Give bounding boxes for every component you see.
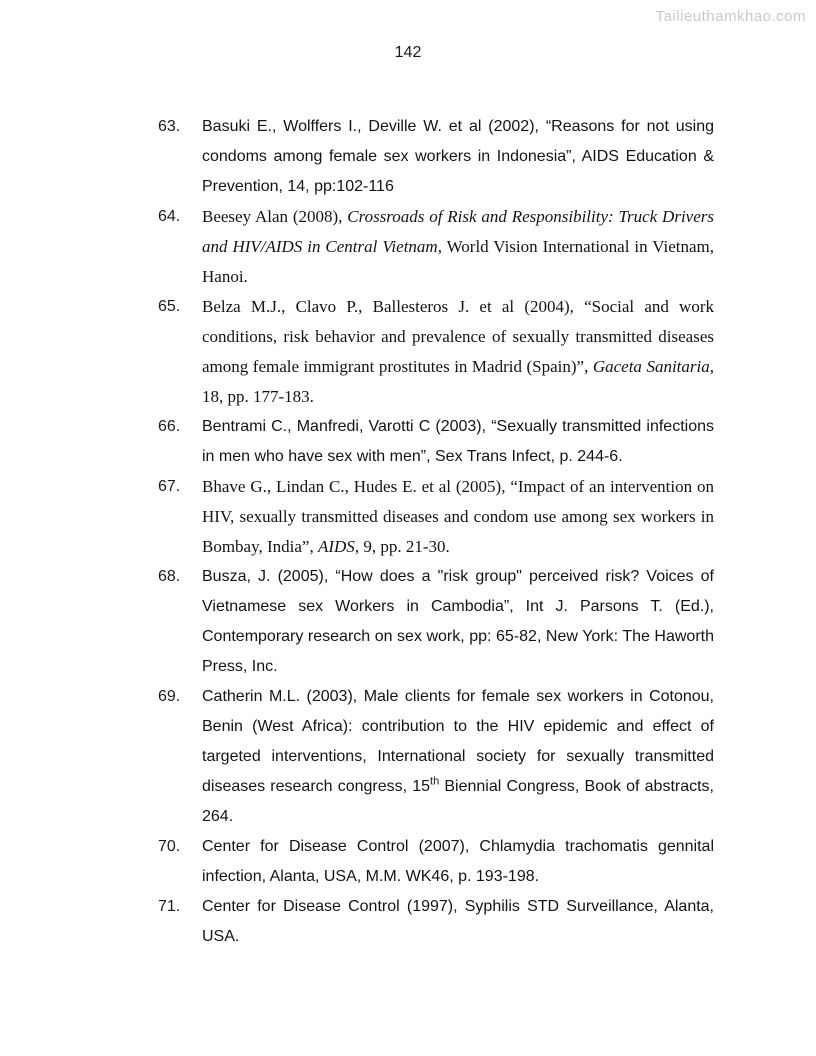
reference-item — [158, 682, 714, 832]
reference-number: 70. — [158, 838, 181, 855]
reference-number: 65. — [158, 298, 181, 315]
reference-item — [158, 562, 714, 682]
reference-text: Bentrami C., Manfredi, Varotti C (2003), “Sexually transmitted infections in men who have sex with men”, Sex Trans Infect, p. 244-6. — [202, 418, 714, 465]
reference-item — [158, 292, 714, 412]
reference-number: 67. — [158, 478, 181, 495]
page-number: 142 — [394, 44, 422, 61]
watermark: Tailieuthamkhao.com — [655, 8, 806, 25]
reference-number: 68. — [158, 568, 181, 585]
reference-text: Center for Disease Control (2007), Chlamydia trachomatis gennital infection, Alanta, USA, M.M. WK46, p. 193-198. — [202, 838, 714, 885]
reference-item — [158, 112, 714, 202]
reference-text: Belza M.J., Clavo P., Ballesteros J. et al (2004), “Social and work conditions, risk behavior and prevalence of sexually transmitted diseases among female immigrant prostitutes in Madrid (Spain)”, Gaceta Sanitaria, 18, pp. 177-183. — [202, 297, 714, 406]
reference-item — [158, 892, 714, 952]
reference-item — [158, 832, 714, 892]
reference-text: Beesey Alan (2008), Crossroads of Risk and Responsibility: Truck Drivers and HIV/AIDS in Central Vietnam, World Vision International in Vietnam, Hanoi. — [202, 207, 714, 286]
reference-number: 63. — [158, 118, 181, 135]
reference-text: Catherin M.L. (2003), Male clients for female sex workers in Cotonou, Benin (West Africa): contribution to the HIV epidemic and effect of targeted interventions, International society for sexually transmitted diseases research congress, 15th Biennial Congress, Book of abstracts, 264. — [202, 688, 715, 825]
reference-number: 66. — [158, 418, 181, 435]
reference-item — [158, 412, 714, 472]
reference-item — [158, 472, 714, 562]
reference-text: Busza, J. (2005), “How does a "risk group" perceived risk? Voices of Vietnamese sex Workers in Cambodia”, Int J. Parsons T. (Ed.), Contemporary research on sex work, pp: 65-82, New York: The Haworth Press, Inc. — [202, 568, 714, 675]
reference-number: 64. — [158, 208, 181, 225]
reference-text: Bhave G., Lindan C., Hudes E. et al (2005), “Impact of an intervention on HIV, sexually transmitted diseases and condom use among sex workers in Bombay, India”, AIDS, 9, pp. 21-30. — [202, 477, 714, 556]
reference-number: 71. — [158, 898, 181, 915]
reference-list — [158, 112, 714, 952]
reference-text: Basuki E., Wolffers I., Deville W. et al (2002), “Reasons for not using condoms among female sex workers in Indonesia”, AIDS Education & Prevention, 14, pp:102-116 — [202, 118, 714, 195]
reference-item — [158, 202, 714, 292]
reference-number: 69. — [158, 688, 181, 705]
reference-text: Center for Disease Control (1997), Syphilis STD Surveillance, Alanta, USA. — [202, 898, 714, 945]
